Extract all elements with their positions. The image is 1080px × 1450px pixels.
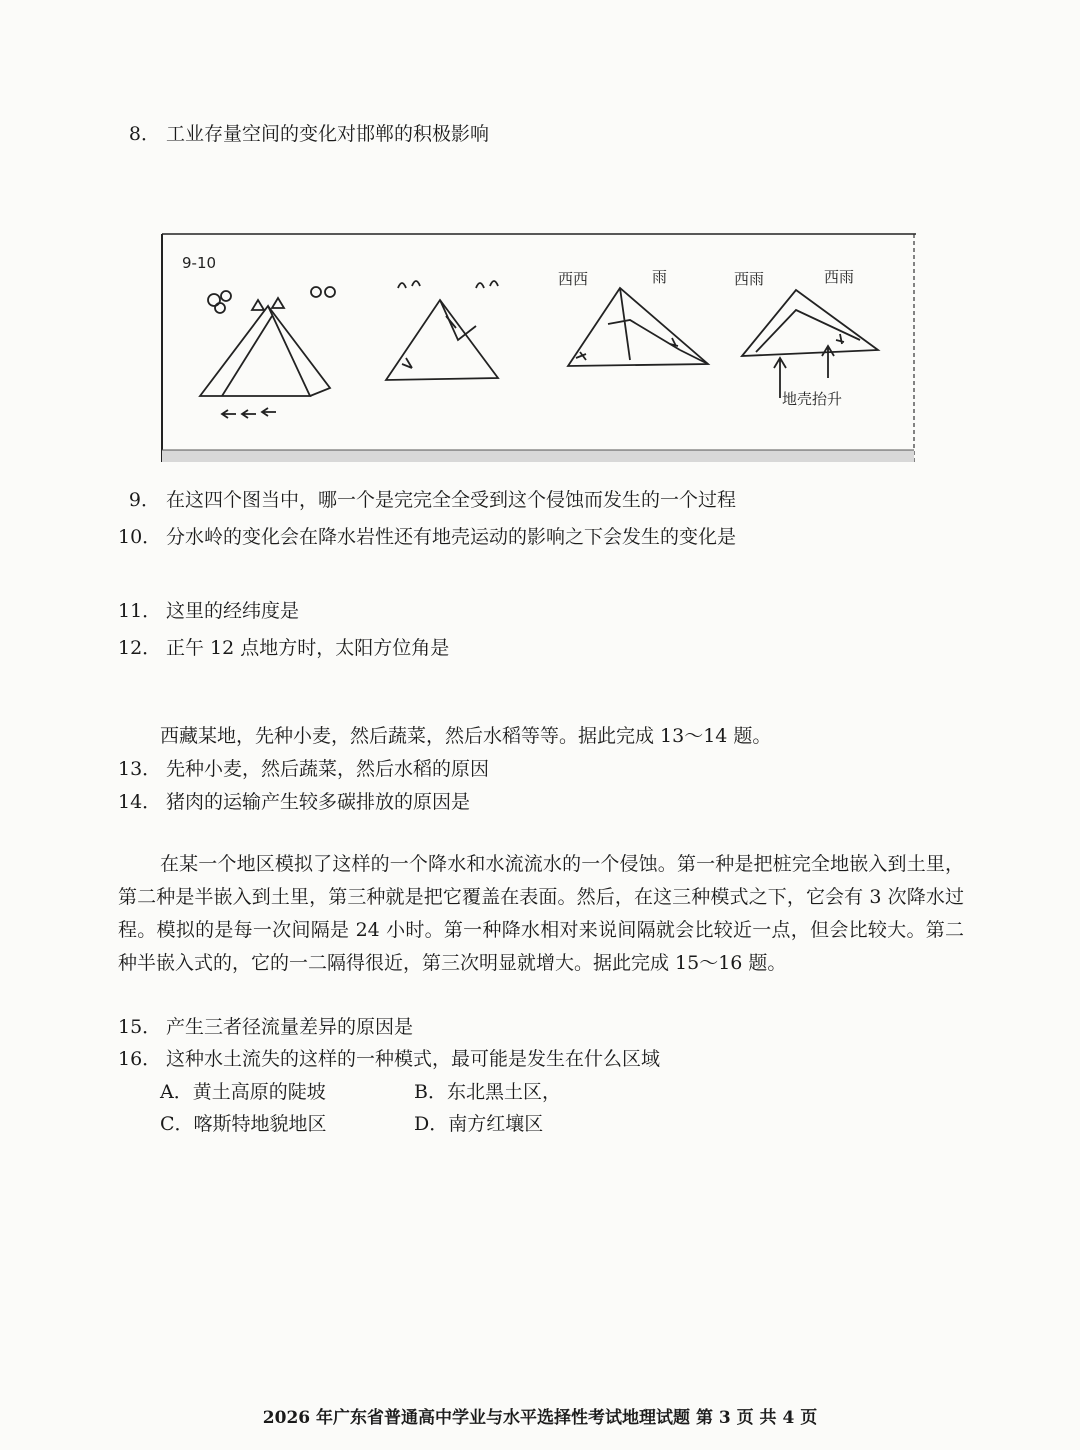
sketch-2 xyxy=(386,281,498,380)
sketch-svg xyxy=(160,228,916,464)
question-9: 9． 在这四个图当中，哪一个是完完全全受到这个侵蚀而发生的一个过程 xyxy=(128,489,737,511)
stem-13-14: 西藏某地，先种小麦，然后蔬菜，然后水稻等等。据此完成 13～14 题。 xyxy=(160,725,772,747)
question-13: 13． 先种小麦，然后蔬菜，然后水稻的原因 xyxy=(118,758,490,780)
question-8: 8． 工业存量空间的变化对邯郸的积极影响 xyxy=(128,123,490,145)
sketch-3-rain-right: 雨 xyxy=(652,268,668,286)
sketch-4-uplift-note: 地壳抬升 xyxy=(782,390,843,408)
option-d: D．南方红壤区 xyxy=(414,1113,544,1135)
page-footer: 2026 年广东省普通高中学业与水平选择性考试地理试题 第 3 页 共 4 页 xyxy=(262,1408,818,1428)
question-11: 11． 这里的经纬度是 xyxy=(118,600,300,622)
sketch-4 xyxy=(734,268,878,408)
question-16: 16． 这种水土流失的这样的一种模式，最可能是发生在什么区域 xyxy=(118,1048,661,1070)
sketch-4-rain-right: 西雨 xyxy=(824,268,855,286)
sketch-figure xyxy=(160,228,916,464)
sketch-3 xyxy=(558,268,708,366)
stem-15-16: 在某一个地区模拟了这样的一个降水和水流流水的一个侵蚀。第一种是把桩完全地嵌入到土里，第二种是半嵌入到土里，第三种就是把它覆盖在表面。然后，在这三种模式之下，它会有 3 次降水过程。模拟的是每一次间隔是 24 小时。第一种降水相对来说间隔就会比较近一点，但会比较大。第二种半嵌入式的，它的一二隔得很近，第三次明显就增大。据此完成 15～16 题。 xyxy=(118,853,964,974)
sketch-1 xyxy=(200,287,335,418)
option-c: C．喀斯特地貌地区 xyxy=(160,1113,327,1135)
sketch-4-rain-left: 西雨 xyxy=(734,270,765,288)
question-14: 14． 猪肉的运输产生较多碳排放的原因是 xyxy=(118,791,471,813)
option-a: A．黄土高原的陡坡 xyxy=(160,1081,326,1103)
question-12: 12． 正午 12 点地方时，太阳方位角是 xyxy=(118,637,450,659)
question-10: 10． 分水岭的变化会在降水岩性还有地壳运动的影响之下会发生的变化是 xyxy=(118,526,737,548)
sketch-3-rain-left: 西西 xyxy=(558,270,589,288)
option-b: B．东北黑土区， xyxy=(414,1081,561,1103)
question-15: 15． 产生三者径流量差异的原因是 xyxy=(118,1016,414,1038)
figure-label: 9-10 xyxy=(182,254,217,272)
